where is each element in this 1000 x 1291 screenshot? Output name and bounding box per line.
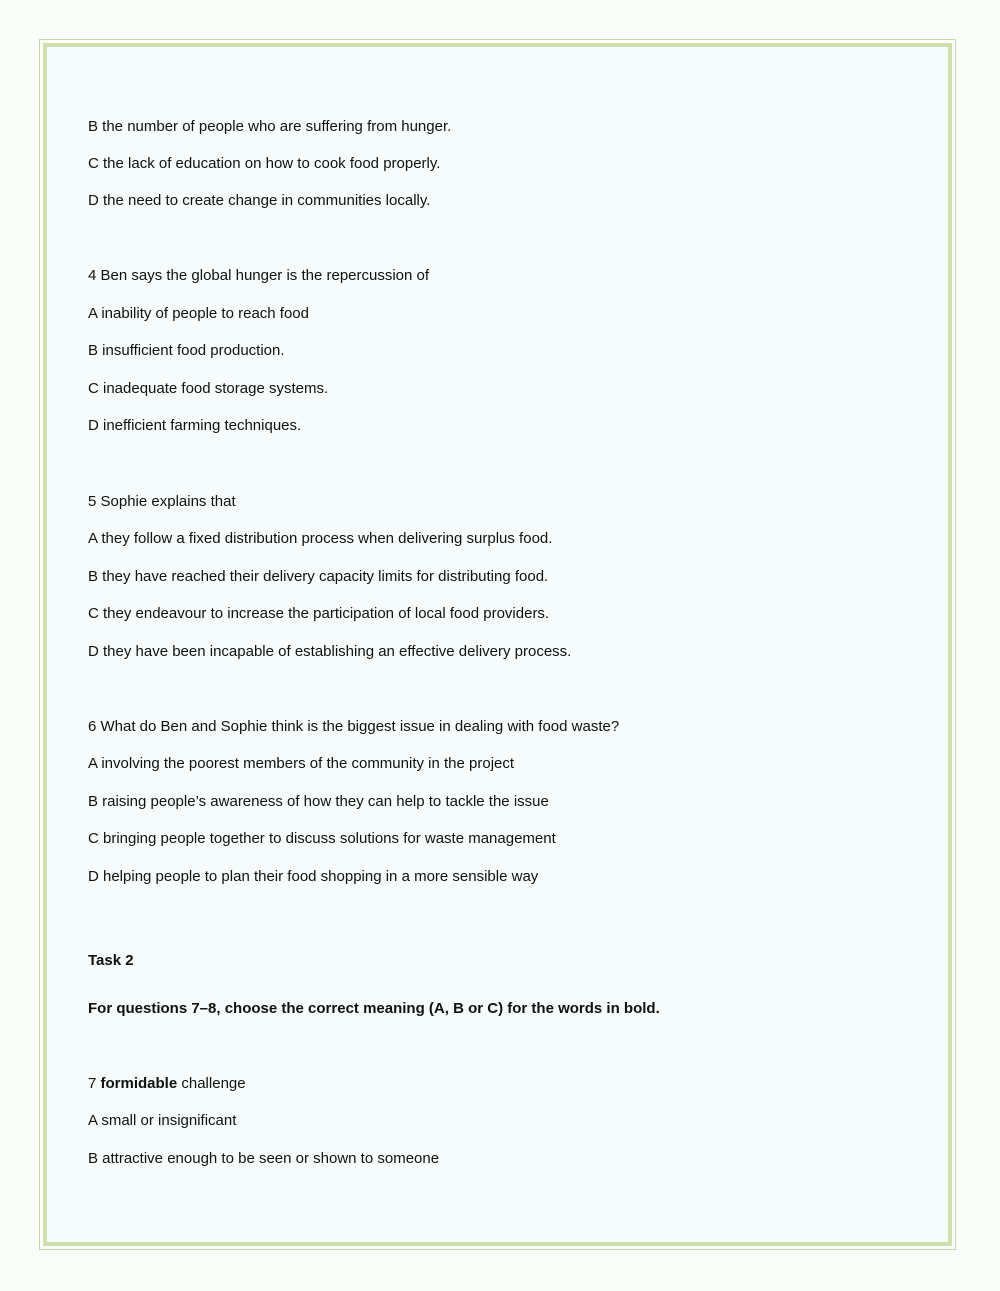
q3-option-b: B the number of people who are suffering from hunger. <box>88 118 452 135</box>
q4-option-d: D inefficient farming techniques. <box>88 417 302 434</box>
q5-question: 5 Sophie explains that <box>88 493 236 510</box>
q4-option-c: C inadequate food storage systems. <box>88 380 329 397</box>
task2-heading: Task 2 <box>88 952 134 969</box>
q7-option-a: A small or insignificant <box>88 1112 237 1129</box>
q7-number: 7 <box>88 1075 97 1092</box>
q6-option-a: A involving the poorest members of the community in the project <box>88 755 515 772</box>
q5-option-c: C they endeavour to increase the participation of local food providers. <box>88 605 550 622</box>
q6-question: 6 What do Ben and Sophie think is the biggest issue in dealing with food waste? <box>88 718 620 735</box>
q3-option-d: D the need to create change in communities locally. <box>88 192 431 209</box>
q6-option-b: B raising people’s awareness of how they can help to tackle the issue <box>88 793 549 810</box>
q5-option-d: D they have been incapable of establishing an effective delivery process. <box>88 643 572 660</box>
q7-rest: challenge <box>181 1075 246 1092</box>
q5-option-a: A they follow a fixed distribution process when delivering surplus food. <box>88 530 553 547</box>
q6-option-d: D helping people to plan their food shopping in a more sensible way <box>88 868 539 885</box>
q4-option-a: A inability of people to reach food <box>88 305 309 322</box>
task2-instruction: For questions 7–8, choose the correct meaning (A, B or C) for the words in bold. <box>88 1000 660 1017</box>
q4-question: 4 Ben says the global hunger is the repercussion of <box>88 267 430 284</box>
q6-option-c: C bringing people together to discuss solutions for waste management <box>88 830 556 847</box>
q4-option-b: B insufficient food production. <box>88 342 285 359</box>
q3-option-c: C the lack of education on how to cook food properly. <box>88 155 441 172</box>
q7-option-b: B attractive enough to be seen or shown to someone <box>88 1150 440 1167</box>
q7-question <box>88 1075 246 1093</box>
q7-bold-word: formidable <box>100 1075 178 1092</box>
q5-option-b: B they have reached their delivery capacity limits for distributing food. <box>88 568 549 585</box>
